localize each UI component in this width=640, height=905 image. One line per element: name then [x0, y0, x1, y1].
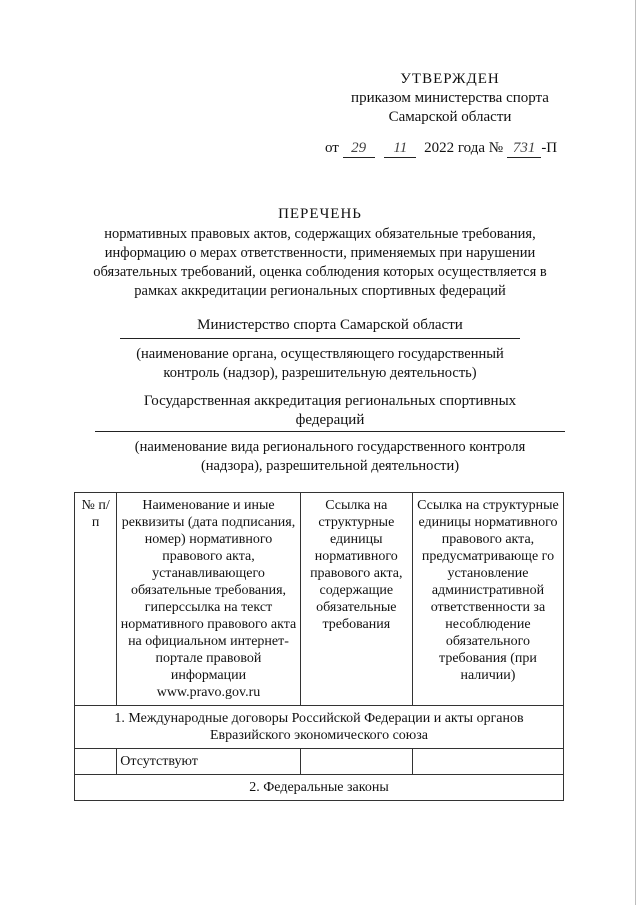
row-cell-liability: [412, 749, 563, 775]
order-year: 2022 года №: [424, 140, 504, 156]
order-month: 11: [384, 140, 416, 158]
control-type-value: [110, 392, 550, 430]
title-line-4: рамках аккредитации региональных спортивных федераций: [134, 283, 506, 299]
header-number: № п/п: [75, 493, 117, 706]
header-liability-ref: Ссылка на структурные единицы нормативного правового акта, предусматривающе го установление административной ответственности за несоблюдение обязательного требования (при наличии): [412, 493, 563, 706]
table-row: [75, 749, 564, 775]
approval-line-2: приказом министерства спорта: [351, 90, 549, 106]
section-1-title: 1. Международные договоры Российской Федерации и акты органов Евразийского экономического союза: [75, 706, 564, 749]
table-section-row: [75, 706, 564, 749]
requirements-table: [74, 492, 564, 801]
title-line-1: нормативных правовых актов, содержащих обязательные требования,: [104, 226, 536, 242]
order-suffix: -П: [541, 140, 558, 156]
title-heading: ПЕРЕЧЕНЬ: [278, 206, 362, 222]
page-edge: [635, 0, 636, 905]
row-cell-req: [300, 749, 412, 775]
control-type-line-2: федераций: [295, 412, 365, 428]
control-type-caption: [95, 438, 565, 476]
table-header-row: [75, 493, 564, 706]
control-type-underline: [95, 431, 565, 432]
authority-caption-line-2: контроль (надзор), разрешительную деятельность): [163, 365, 477, 381]
row-cell-number: [75, 749, 117, 775]
title-line-3: обязательных требований, оценка соблюдения которых осуществляется в: [93, 264, 547, 280]
approval-block: [300, 70, 600, 127]
control-type-caption-line-2: (надзора), разрешительной деятельности): [200, 458, 460, 474]
order-date-number: [325, 140, 557, 158]
section-2-title: 2. Федеральные законы: [75, 775, 564, 801]
authority-underline: [120, 338, 520, 339]
authority-caption-line-1: (наименование органа, осуществляющего государственный: [136, 346, 504, 362]
control-type-caption-line-1: (наименование вида регионального государственного контроля: [134, 439, 526, 455]
approval-line-3: Самарской области: [388, 109, 512, 125]
row-cell-act: Отсутствуют: [117, 749, 300, 775]
table-section-row: [75, 775, 564, 801]
document-title: [60, 205, 580, 301]
control-type-line-1: Государственная аккредитация региональных спортивных: [143, 393, 517, 409]
order-number: 731: [507, 140, 542, 158]
from-label: от: [325, 140, 339, 156]
header-requirements-ref: Ссылка на структурные единицы нормативного правового акта, содержащие обязательные требования: [300, 493, 412, 706]
title-line-2: информацию о мерах ответственности, применяемых при нарушении: [104, 245, 536, 261]
approval-heading: УТВЕРЖДЕН: [400, 71, 500, 87]
header-act-name: Наименование и иные реквизиты (дата подписания, номер) нормативного правового акта, устанавливающего обязательные требования, гиперссылка на текст нормативного правового акта на официальном интернет-портале правовой информации www.pravo.gov.ru: [117, 493, 300, 706]
authority-value: Министерство спорта Самарской области: [197, 317, 463, 333]
authority-caption: [120, 345, 520, 383]
order-day: 29: [343, 140, 375, 158]
